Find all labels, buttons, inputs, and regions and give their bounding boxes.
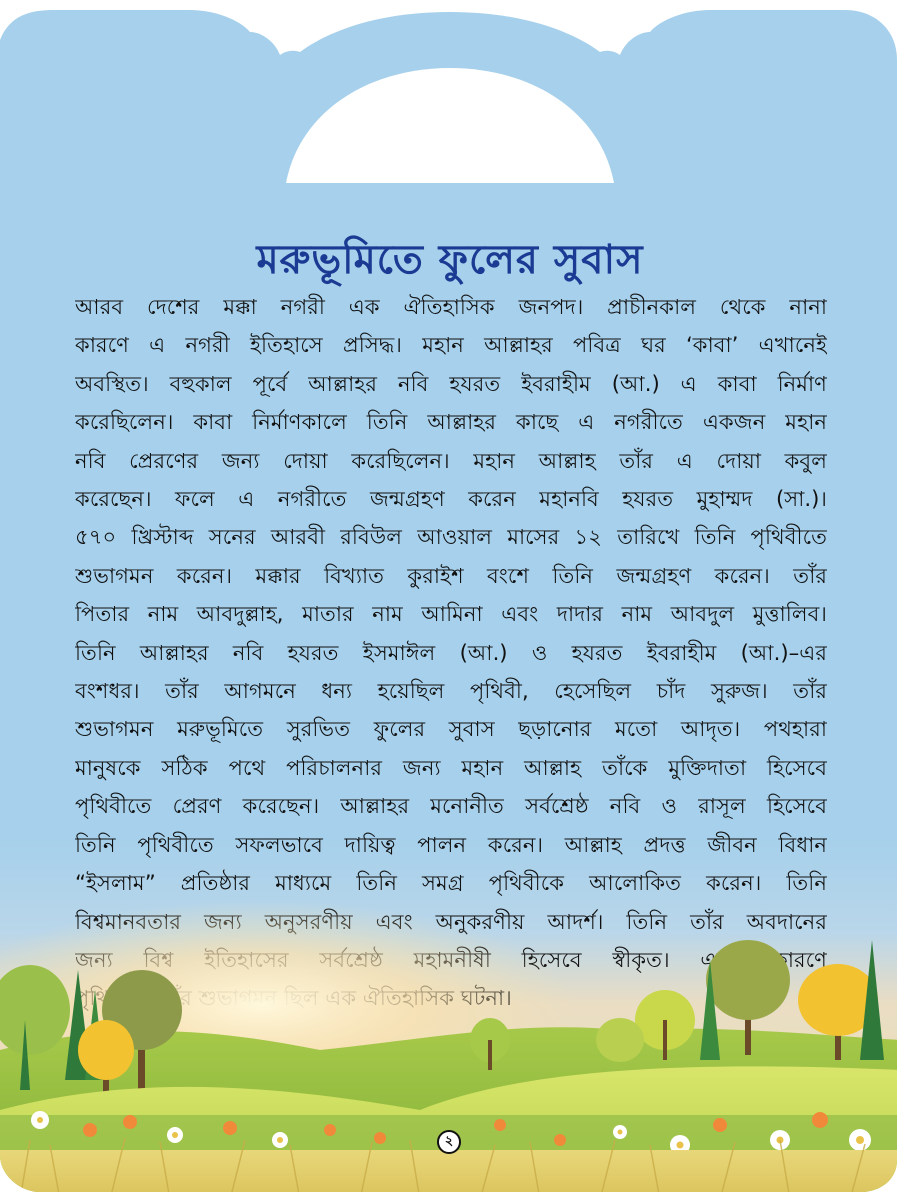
text-line: মানুষকে সঠিক পথে পরিচালনার জন্য মহান আল্লাহ তাঁকে মুক্তিদাতা হিসেবে (75, 754, 827, 780)
text-line: “ইসলাম” প্রতিষ্ঠার মাধ্যমে তিনি সমগ্র পৃথিবীকে আলোকিত করেন। তিনি (75, 870, 827, 896)
page-title: মরুভূমিতে ফুলের সুবাস (256, 237, 644, 283)
text-line: তিনি আল্লাহর নবি হযরত ইসমাঈল (আ.) ও হযরত ইবরাহীম (আ.)–এর (75, 639, 827, 665)
text-line: তিনি পৃথিবীতে সফলভাবে দায়িত্ব পালন করেন। আল্লাহ প্রদত্ত জীবন বিধান (75, 831, 827, 857)
text-line: করেছিলেন। কাবা নির্মাণকালে তিনি আল্লাহর কাছে এ নগরীতে একজন মহান (75, 409, 827, 435)
text-line: করেছেন। ফলে এ নগরীতে জন্মগ্রহণ করেন মহানবি হযরত মুহাম্মদ (সা.)। (75, 486, 827, 512)
text-line: পৃথিবীতে প্রেরণ করেছেন। আল্লাহর মনোনীত সর্বশ্রেষ্ঠ নবি ও রাসূল হিসেবে (75, 793, 827, 819)
text-line: শুভাগমন করেন। মক্কার বিখ্যাত কুরাইশ বংশে তিনি জন্মগ্রহণ করেন। তাঁর (75, 562, 827, 588)
text-line: শুভাগমন মরুভূমিতে সুরভিত ফুলের সুবাস ছড়ানোর মতো আদৃত। পথহারা (75, 716, 827, 742)
meadow-illustration (0, 900, 900, 1200)
text-line: আরব দেশের মক্কা নগরী এক ঐতিহাসিক জনপদ। প্রাচীনকাল থেকে নানা (75, 294, 827, 319)
text-line: বংশধর। তাঁর আগমনে ধন্য হয়েছিল পৃথিবী, হেসেছিল চাঁদ সুরুজ। তাঁর (75, 678, 827, 704)
text-line: কারণে এ নগরী ইতিহাসে প্রসিদ্ধ। মহান আল্লাহর পবিত্র ঘর ‘কাবা’ এখানেই (75, 332, 827, 358)
text-line: অবস্থিত। বহুকাল পূর্বে আল্লাহর নবি হযরত ইবরাহীম (আ.) এ কাবা নির্মাণ (75, 370, 827, 396)
page-number-badge: ২ (437, 1130, 461, 1154)
text-line: পিতার নাম আবদুল্লাহ, মাতার নাম আমিনা এবং দাদার নাম আবদুল মুত্তালিব। (75, 601, 827, 627)
text-line: নবি প্রেরণের জন্য দোয়া করেছিলেন। মহান আল্লাহ তাঁর এ দোয়া কবুল (75, 447, 827, 473)
text-line: ৫৭০ খ্রিস্টাব্দ সনের আরবী রবিউল আওয়াল মাসের ১২ তারিখে তিনি পৃথিবীতে (75, 524, 827, 550)
